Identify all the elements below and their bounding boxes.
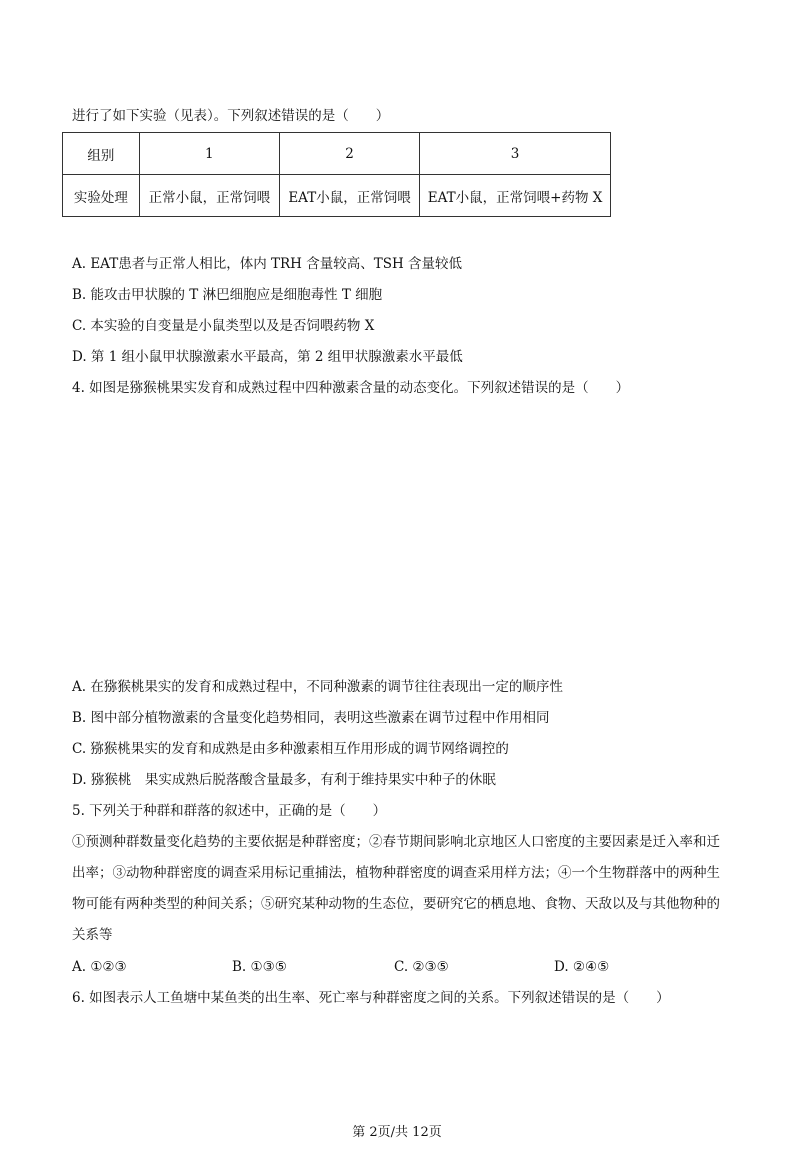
q4-option-d: D. 猕猴桃 果实成熟后脱落酸含量最多，有利于维持果实中种子的休眠 bbox=[72, 772, 496, 788]
experiment-table bbox=[62, 132, 611, 217]
page-footer: 第 2页/共 12页 bbox=[352, 1125, 442, 1140]
q4-option-b: B. 图中部分植物激素的含量变化趋势相同，表明这些激素在调节过程中作用相同 bbox=[72, 710, 550, 726]
q3-option-d: D. 第 1 组小鼠甲状腺激素水平最高，第 2 组甲状腺激素水平最低 bbox=[72, 349, 463, 365]
table-cell: EAT小鼠，正常饲喂+药物 X bbox=[420, 175, 611, 217]
table-header-cell: 2 bbox=[279, 133, 419, 175]
q5-options bbox=[72, 958, 632, 976]
q3-option-a: A. EAT患者与正常人相比，体内 TRH 含量较高、TSH 含量较低 bbox=[72, 256, 463, 272]
table-cell: EAT小鼠，正常饲喂 bbox=[279, 175, 419, 217]
q4-option-c: C. 猕猴桃果实的发育和成熟是由多种激素相互作用形成的调节网络调控的 bbox=[72, 741, 509, 757]
q3-option-b: B. 能攻击甲状腺的 T 淋巴细胞应是细胞毒性 T 细胞 bbox=[72, 287, 383, 303]
table-row bbox=[63, 175, 611, 217]
table-cell: 实验处理 bbox=[63, 175, 140, 217]
table-cell: 正常小鼠，正常饲喂 bbox=[139, 175, 279, 217]
question-3-intro: 进行了如下实验（见表）。下列叙述错误的是（ ） bbox=[72, 108, 390, 124]
table-header-cell: 3 bbox=[420, 133, 611, 175]
question-4-stem: 4. 如图是猕猴桃果实发育和成熟过程中四种激素含量的动态变化。下列叙述错误的是（ ） bbox=[72, 380, 630, 396]
q5-option-b: B. ①③⑤ bbox=[232, 959, 287, 975]
q5-option-a: A. ①②③ bbox=[72, 959, 127, 975]
table-header-cell: 组别 bbox=[63, 133, 140, 175]
table-row bbox=[63, 133, 611, 175]
question-5-stem: 5. 下列关于种群和群落的叙述中，正确的是（ ） bbox=[72, 803, 387, 819]
question-5-statement: ①预测种群数量变化趋势的主要依据是种群密度；②春节期间影响北京地区人口密度的主要因素是迁入率和迁出率；③动物种群密度的调查采用标记重捕法，植物种群密度的调查采用样方法；④一个生物群落中的两种生物可能有两种类型的种间关系；⑤研究某种动物的生态位，要研究它的栖息地、食物、天敌以及与其他物种的关系等 bbox=[72, 834, 720, 943]
q5-option-c: C. ②③⑤ bbox=[394, 959, 449, 975]
table-header-cell: 1 bbox=[139, 133, 279, 175]
q5-option-d: D. ②④⑤ bbox=[554, 959, 610, 975]
q3-option-c: C. 本实验的自变量是小鼠类型以及是否饲喂药物 X bbox=[72, 318, 375, 334]
q4-option-a: A. 在猕猴桃果实的发育和成熟过程中，不同种激素的调节往往表现出一定的顺序性 bbox=[72, 679, 563, 695]
question-6-stem: 6. 如图表示人工鱼塘中某鱼类的出生率、死亡率与种群密度之间的关系。下列叙述错误的是（ ） bbox=[72, 990, 670, 1006]
